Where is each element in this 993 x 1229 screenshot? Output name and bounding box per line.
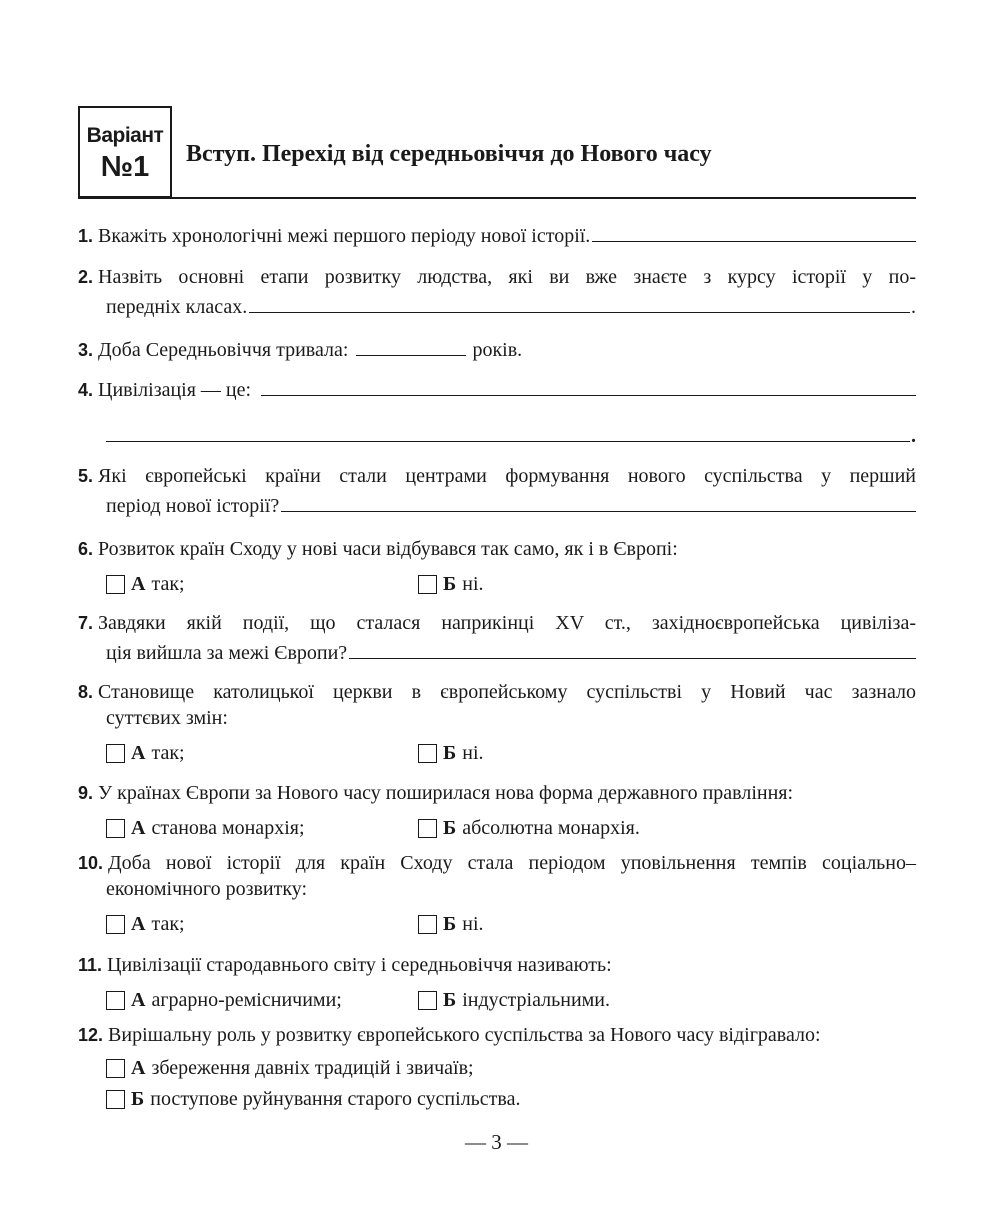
option-letter: А xyxy=(131,817,146,839)
option-b[interactable] xyxy=(106,1085,916,1114)
answer-options xyxy=(78,570,916,599)
checkbox-icon[interactable] xyxy=(106,819,125,838)
checkbox-icon[interactable] xyxy=(418,744,437,763)
question-text: період нової історії? xyxy=(106,495,280,517)
question-11 xyxy=(78,951,916,1015)
option-letter: А xyxy=(131,989,146,1011)
question-6 xyxy=(78,535,916,599)
question-number: 10. xyxy=(78,853,104,873)
question-4 xyxy=(78,375,916,451)
question-3 xyxy=(78,335,916,365)
question-number: 5. xyxy=(78,466,94,486)
question-number: 9. xyxy=(78,783,94,803)
checkbox-icon[interactable] xyxy=(106,915,125,934)
question-text: Цивілізація — це: xyxy=(98,379,252,401)
question-8 xyxy=(78,678,916,768)
answer-line[interactable] xyxy=(281,491,916,512)
option-letter: Б xyxy=(443,989,457,1011)
option-a[interactable] xyxy=(106,910,418,939)
option-a[interactable] xyxy=(106,570,418,599)
checkbox-icon[interactable] xyxy=(418,915,437,934)
question-text: суттєвих змін: xyxy=(106,707,228,729)
question-text-suffix: років. xyxy=(472,339,523,361)
option-a[interactable] xyxy=(106,1054,916,1083)
option-b[interactable] xyxy=(418,739,484,768)
option-text: ні. xyxy=(462,742,484,764)
question-number: 8. xyxy=(78,682,94,702)
option-letter: Б xyxy=(443,573,457,595)
option-a[interactable] xyxy=(106,814,418,843)
option-text: абсолютна монархія. xyxy=(462,817,640,839)
option-b[interactable] xyxy=(418,570,484,599)
question-text: економічного розвитку: xyxy=(106,878,308,900)
option-letter: А xyxy=(131,742,146,764)
option-text: індустріальними. xyxy=(462,989,611,1011)
answer-line[interactable] xyxy=(592,221,916,242)
answer-line[interactable] xyxy=(249,292,910,313)
option-letter: Б xyxy=(443,913,457,935)
question-5 xyxy=(78,462,916,521)
question-12 xyxy=(78,1021,916,1114)
answer-line[interactable] xyxy=(106,421,910,442)
question-text: передніх класах. xyxy=(106,296,248,318)
variant-label: Варіант xyxy=(86,124,164,147)
option-text: станова монархія; xyxy=(151,817,305,839)
variant-box xyxy=(78,106,172,198)
option-text: так; xyxy=(151,573,185,595)
answer-options xyxy=(78,739,916,768)
question-text: ція вийшла за межі Європи? xyxy=(106,642,348,664)
option-letter: А xyxy=(131,1057,146,1079)
question-text: Доба нової історії для країн Сходу стала періодом уповільнення темпів соціально– xyxy=(108,852,916,874)
checkbox-icon[interactable] xyxy=(418,991,437,1010)
answer-options xyxy=(78,814,916,843)
question-text: Розвиток країн Сходу у нові часи відбувався так само, як і в Європі: xyxy=(98,538,678,560)
question-number: 11. xyxy=(78,955,103,975)
option-a[interactable] xyxy=(106,739,418,768)
question-text: Назвіть основні етапи розвитку людства, які ви вже знаєте з курсу історії у по- xyxy=(98,266,916,288)
question-text: Які європейські країни стали центрами формування нового суспільства у перший xyxy=(98,465,916,487)
answer-line[interactable] xyxy=(349,638,916,659)
option-text: ні. xyxy=(462,913,484,935)
question-text: Становище католицької церкви в європейському суспільстві у Новий час зазнало xyxy=(98,681,916,703)
option-letter: Б xyxy=(443,817,457,839)
question-number: 6. xyxy=(78,539,94,559)
option-a[interactable] xyxy=(106,986,418,1015)
option-letter: А xyxy=(131,913,146,935)
topic-title: Вступ. Перехід від середньовіччя до Нового часу xyxy=(186,141,712,167)
answer-options xyxy=(78,1054,916,1114)
question-text: Цивілізації стародавнього світу і середньовіччя називають: xyxy=(107,954,612,976)
option-text: поступове руйнування старого суспільства. xyxy=(150,1088,521,1110)
question-1 xyxy=(78,221,916,251)
option-text: ні. xyxy=(462,573,484,595)
question-number: 7. xyxy=(78,613,94,633)
period: . xyxy=(911,425,916,447)
option-letter: Б xyxy=(443,742,457,764)
question-text: Вирішальну роль у розвитку європейського суспільства за Нового часу відігравало: xyxy=(108,1024,821,1046)
option-text: так; xyxy=(151,742,185,764)
checkbox-icon[interactable] xyxy=(418,819,437,838)
checkbox-icon[interactable] xyxy=(106,991,125,1010)
period: . xyxy=(911,296,916,318)
answer-options xyxy=(78,910,916,939)
answer-line[interactable] xyxy=(261,375,916,396)
option-b[interactable] xyxy=(418,910,484,939)
option-b[interactable] xyxy=(418,986,610,1015)
question-10 xyxy=(78,849,916,939)
option-text: збереження давніх традицій і звичаїв; xyxy=(151,1057,474,1079)
question-text: Завдяки якій події, що сталася наприкінці XV ст., західноєвропейська цивіліза- xyxy=(98,612,916,634)
question-text: Доба Середньовіччя тривала: xyxy=(98,339,349,361)
question-number: 4. xyxy=(78,380,94,400)
option-letter: Б xyxy=(131,1088,145,1110)
question-2 xyxy=(78,263,916,322)
question-text: У країнах Європи за Нового часу поширилася нова форма державного правління: xyxy=(98,782,794,804)
question-text: Вкажіть хронологічні межі першого періоду нової історії. xyxy=(98,225,591,247)
question-7 xyxy=(78,609,916,668)
checkbox-icon[interactable] xyxy=(418,575,437,594)
checkbox-icon[interactable] xyxy=(106,744,125,763)
answer-options xyxy=(78,986,916,1015)
answer-line[interactable] xyxy=(356,335,466,356)
option-text: аграрно-ремісничими; xyxy=(151,989,342,1011)
header-divider xyxy=(78,197,916,199)
question-number: 12. xyxy=(78,1025,104,1045)
option-text: так; xyxy=(151,913,185,935)
question-number: 2. xyxy=(78,267,94,287)
checkbox-icon[interactable] xyxy=(106,1090,125,1109)
variant-number: №1 xyxy=(100,151,150,183)
question-9 xyxy=(78,779,916,843)
question-number: 3. xyxy=(78,340,94,360)
checkbox-icon[interactable] xyxy=(106,575,125,594)
option-b[interactable] xyxy=(418,814,640,843)
option-letter: А xyxy=(131,573,146,595)
page-number: — 3 — xyxy=(465,1130,528,1154)
question-number: 1. xyxy=(78,226,94,246)
checkbox-icon[interactable] xyxy=(106,1059,125,1078)
